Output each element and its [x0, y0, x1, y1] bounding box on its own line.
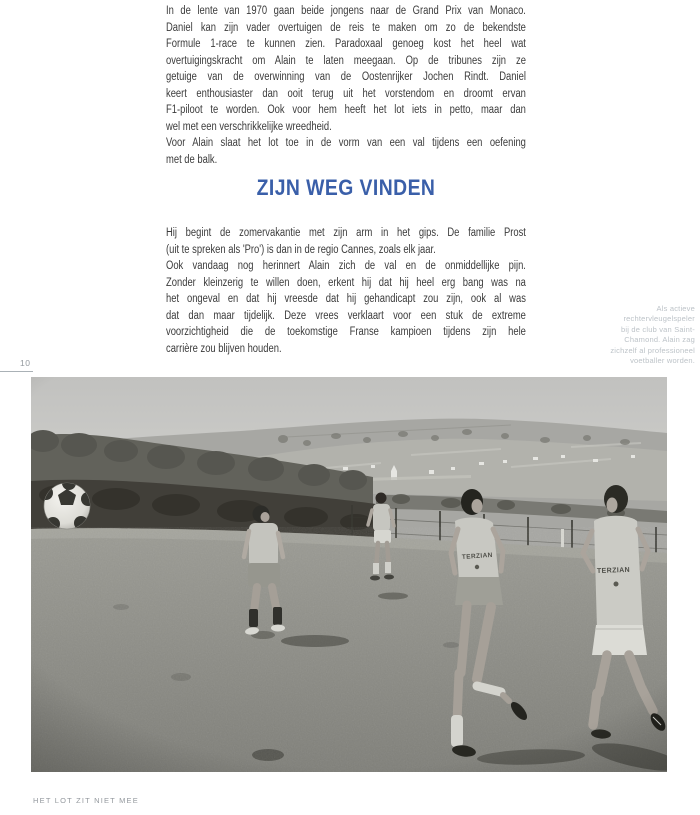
text-line: carrière zou blijven houden.: [166, 342, 282, 355]
photo-caption: [565, 304, 695, 366]
text-line: voorzichtigheid die de toekomstige Franse kampioen tijdens zijn hele: [166, 326, 526, 338]
section-paragraph-2: [166, 258, 526, 357]
text-line: (uit te spreken als 'Pro') is dan in de regio Cannes, zoals elk jaar.: [166, 243, 436, 256]
text-line: Als actieve: [656, 304, 695, 313]
text-line: Hij begint de zomervakantie met zijn arm in het gips. De familie Prost: [166, 227, 526, 239]
text-line: voetballer worden.: [630, 356, 695, 366]
intro-paragraph-1: [166, 3, 526, 135]
football-photo: [31, 377, 667, 772]
text-line: zichzelf al professioneel: [610, 345, 695, 355]
text-line: rechtervleugelspeler: [623, 314, 695, 324]
text-line: wel met een verschrikkelijke wreedheid.: [166, 120, 332, 133]
page-number: 10: [20, 358, 31, 368]
section-text-block: [166, 225, 526, 357]
section-paragraph-1: [166, 225, 526, 258]
text-line: Formule 1-race te kunnen zien. Paradoxaal genoeg kost het heel wat: [166, 38, 526, 50]
text-line: bij de club van Saint-: [620, 324, 695, 334]
text-line: Ook vandaag nog herinnert Alain zich de val en de onmiddellijke pijn.: [166, 260, 526, 272]
text-line: Voor Alain slaat het lot toe in de vorm van een val tijdens een oefening: [166, 137, 526, 149]
footer-title: HET LOT ZIT NIET MEE: [33, 796, 139, 805]
text-line: getuige van de overwinning van de Oostenrijker Jochen Rindt. Daniel: [166, 71, 526, 83]
text-line: dat dan maar tijdelijk. Deze vrees verklaart voor een stuk de extreme: [166, 309, 526, 322]
intro-text-block: [166, 3, 526, 168]
intro-paragraph-2: [166, 135, 526, 168]
text-line: keert enthousiaster dan ooit terug uit het vorstendom en droomt ervan: [166, 87, 526, 100]
text-line: In de lente van 1970 gaan beide jongens naar de Grand Prix van Monaco.: [166, 5, 526, 17]
text-line: met de balk.: [166, 153, 218, 166]
margin-rule: [0, 371, 33, 372]
text-line: Zonder kleinzerig te willen doen, erkent hij dat hij heel erg bang was na: [166, 276, 526, 289]
text-line: overtuigingskracht om Alain te laten meegaan. Op de tribunes zijn ze: [166, 54, 526, 67]
text-line: F1-piloot te worden. Ook voor hem heeft het lot iets in petto, maar dan: [166, 104, 526, 116]
text-line: Daniel kan zijn vader overtuigen de reis te maken om zo de bekendste: [166, 21, 526, 34]
photo-vignette: [31, 377, 667, 772]
text-line: Chamond. Alain zag: [624, 335, 695, 345]
text-line: het ongeval en dat hij vreesde dat hij gehandicapt zou zijn, ook al was: [166, 293, 526, 305]
section-heading: ZIJN WEG VINDEN: [256, 175, 436, 200]
